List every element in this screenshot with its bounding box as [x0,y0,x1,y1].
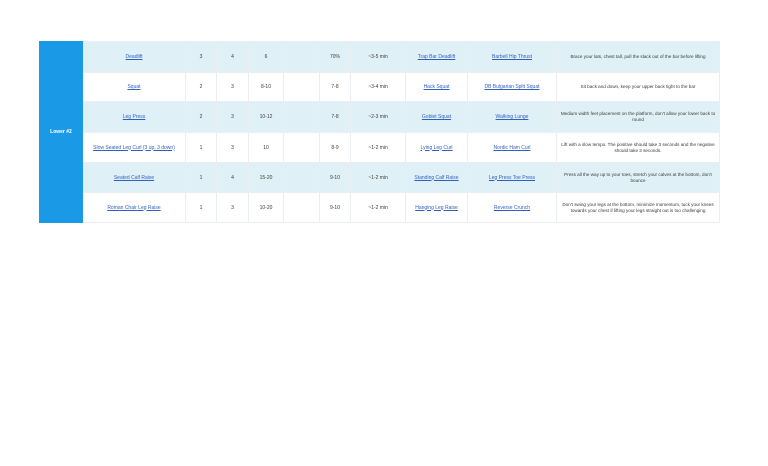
exercise-link[interactable]: Deadlift [125,54,143,60]
substitution-1-cell [406,102,468,133]
substitution-2-cell [468,73,557,102]
substitution-1-link[interactable]: Hanging Leg Raise [415,204,458,211]
warmup-sets-cell: 1 [186,133,217,163]
substitution-2-link[interactable]: Reverse Crunch [493,204,531,211]
notes-cell: Lift with a slow tempo. The positive should take 3 seconds and the negative should take 3 seconds. [557,133,720,163]
substitution-1-cell [406,133,468,163]
exercise-cell [83,133,186,163]
table-row [40,133,720,163]
working-sets-cell: 3 [217,193,249,223]
exercise-cell [83,193,186,223]
substitution-2-cell [468,133,557,163]
rest-cell: ~1-2 min [351,133,406,163]
rest-cell: ~1-2 min [351,163,406,193]
substitution-2-cell [468,42,557,73]
exercise-link[interactable]: Squat [127,84,141,90]
notes-cell: Press all the way up to your toes, stretch your calves at the bottom, don't bounce [557,163,720,193]
working-sets-cell: 4 [217,42,249,73]
reps-cell: 15-20 [249,163,284,193]
exercise-link[interactable]: Roman Chair Leg Raise [107,204,161,211]
substitution-1-cell [406,193,468,223]
table-row [40,73,720,102]
warmup-sets-cell: 1 [186,163,217,193]
exercise-cell [83,73,186,102]
table-row [40,193,720,223]
substitution-1-link[interactable]: Standing Calf Raise [414,174,459,181]
substitution-1-cell [406,42,468,73]
working-sets-cell: 3 [217,133,249,163]
workout-table [39,41,720,223]
rpe-cell: 7-8 [320,102,351,133]
substitution-2-cell [468,163,557,193]
substitution-2-link[interactable]: Nordic Ham Curl [493,144,531,151]
load-cell[interactable] [284,133,320,163]
working-sets-cell: 4 [217,163,249,193]
exercise-cell [83,163,186,193]
reps-cell: 10-12 [249,102,284,133]
reps-cell: 6 [249,42,284,73]
rpe-cell: 9-10 [320,193,351,223]
load-cell[interactable] [284,193,320,223]
reps-cell: 10-20 [249,193,284,223]
exercise-cell [83,42,186,73]
rest-cell: ~1-2 min [351,193,406,223]
load-cell[interactable] [284,42,320,73]
load-cell[interactable] [284,163,320,193]
substitution-1-link[interactable]: Goblet Squat [421,114,452,120]
notes-cell: Don't swing your legs at the bottom, minimize momentum, tuck your knees towards your chest if lifting your legs straight out is too challenging [557,193,720,223]
substitution-1-link[interactable]: Hack Squat [423,84,450,90]
rest-cell: ~2-3 min [351,102,406,133]
substitution-1-cell [406,163,468,193]
warmup-sets-cell: 1 [186,193,217,223]
substitution-2-link[interactable]: Leg Press Toe Press [488,174,536,181]
notes-cell: Brace your lats, chest tall, pull the slack out of the bar before lifting [557,42,720,73]
rest-cell: ~3-4 min [351,73,406,102]
substitution-1-link[interactable]: Lying Leg Curl [420,144,453,151]
notes-cell: Medium width feet placement on the platform, don't allow your lower back to round [557,102,720,133]
table-row [40,42,720,73]
substitution-2-link[interactable]: Barbell Hip Thrust [492,54,532,60]
substitution-2-cell [468,193,557,223]
working-sets-cell: 3 [217,73,249,102]
exercise-link[interactable]: Slow Seated Leg Curl (3 up, 3 down) [93,144,175,151]
table-row [40,163,720,193]
load-cell[interactable] [284,73,320,102]
substitution-2-link[interactable]: DB Bulgarian Split Squat [484,84,540,90]
exercise-cell [83,102,186,133]
exercise-link[interactable]: Leg Press [122,114,146,120]
warmup-sets-cell: 3 [186,42,217,73]
rpe-cell: 9-10 [320,163,351,193]
substitution-2-cell [468,102,557,133]
rpe-cell: 8-9 [320,133,351,163]
reps-cell: 8-10 [249,73,284,102]
rpe-cell: 70% [320,42,351,73]
table-row [40,102,720,133]
workout-group-label: Lower #2 [40,42,83,223]
substitution-2-link[interactable]: Walking Lunge [495,114,529,120]
substitution-1-cell [406,73,468,102]
working-sets-cell: 3 [217,102,249,133]
rpe-cell: 7-8 [320,73,351,102]
substitution-1-link[interactable]: Trap Bar Deadlift [417,54,456,60]
rest-cell: ~3-5 min [351,42,406,73]
load-cell[interactable] [284,102,320,133]
reps-cell: 10 [249,133,284,163]
exercise-link[interactable]: Seated Calf Raise [113,174,155,181]
warmup-sets-cell: 2 [186,102,217,133]
notes-cell: Sit back and down, keep your upper back tight to the bar [557,73,720,102]
warmup-sets-cell: 2 [186,73,217,102]
